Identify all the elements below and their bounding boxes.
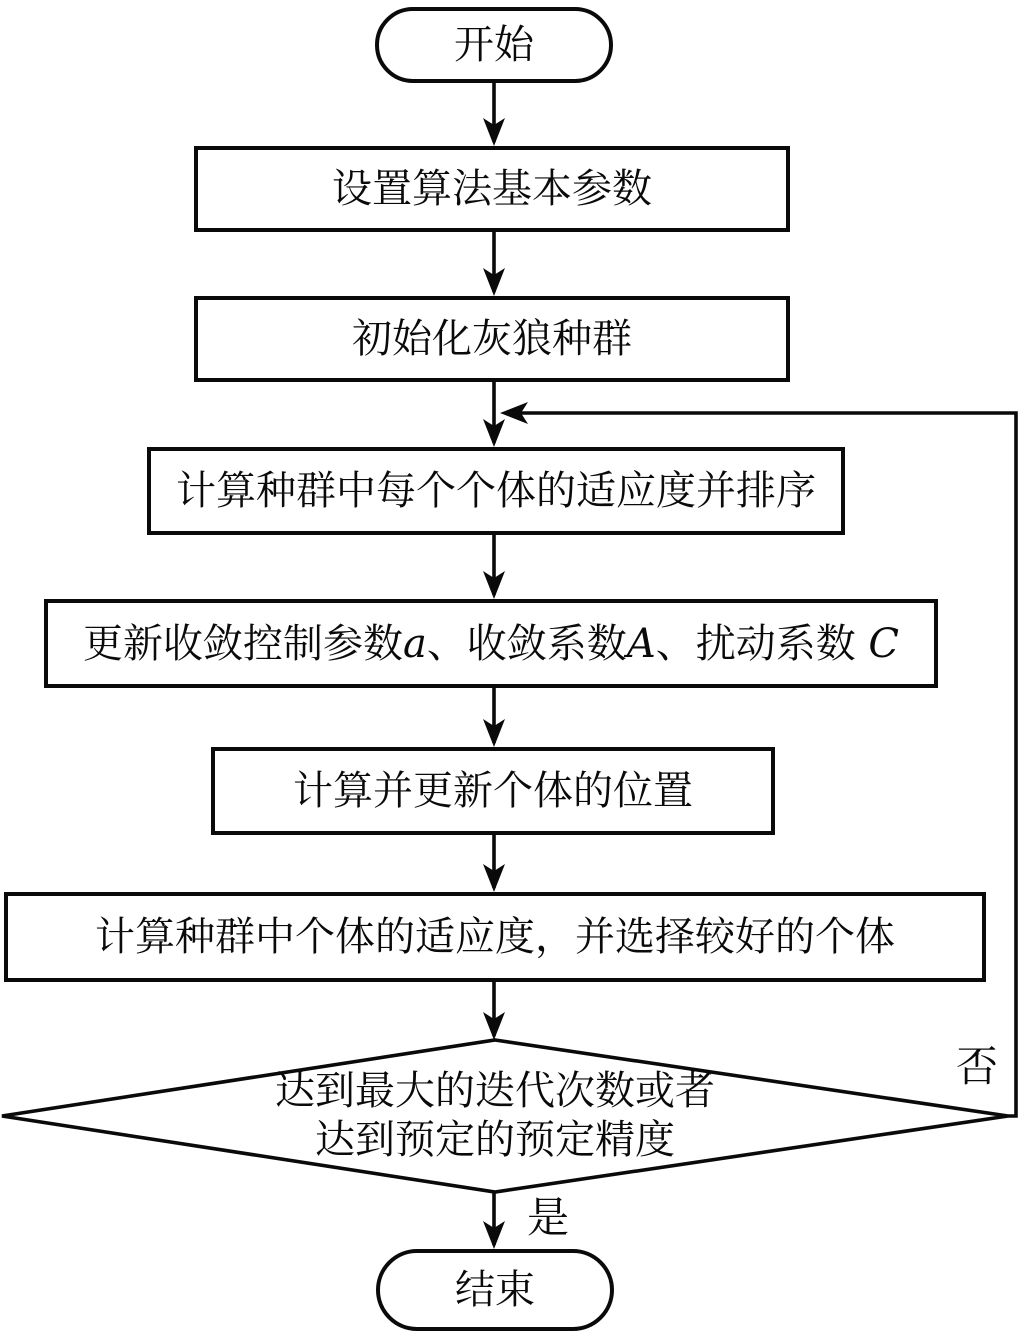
param-C: C <box>868 620 900 667</box>
step-update-params <box>44 599 938 688</box>
step-update-params-label: 更新收敛控制参数a、收敛系数A、扰动系数 C <box>82 620 900 667</box>
step-update-positions-label: 计算并更新个体的位置 <box>293 768 693 814</box>
start-label: 开始 <box>454 22 534 68</box>
branch-label-yes: 是 <box>527 1193 570 1242</box>
step-update-positions <box>211 747 775 835</box>
step-set-params <box>194 146 790 232</box>
end-label: 结束 <box>455 1267 535 1313</box>
branch-label-no: 否 <box>956 1042 999 1091</box>
decision-line2: 达到预定的预定精度 <box>315 1116 675 1163</box>
param-A: A <box>626 620 656 667</box>
start-node <box>375 7 613 83</box>
end-node <box>376 1249 614 1331</box>
step-select-best-label: 计算种群中个体的适应度，并选择较好的个体 <box>95 914 895 960</box>
step-select-best <box>4 892 986 982</box>
step-compute-fitness-sort <box>147 447 845 535</box>
decision-line1: 达到最大的迭代次数或者 <box>275 1068 715 1114</box>
decision-label <box>195 1067 795 1165</box>
step-set-params-label: 设置算法基本参数 <box>332 166 652 212</box>
step-compute-fitness-sort-label: 计算种群中每个个体的适应度并排序 <box>176 468 816 514</box>
step-init-population-label: 初始化灰狼种群 <box>352 316 632 362</box>
param-a: a <box>402 620 427 667</box>
step-init-population <box>194 296 790 382</box>
